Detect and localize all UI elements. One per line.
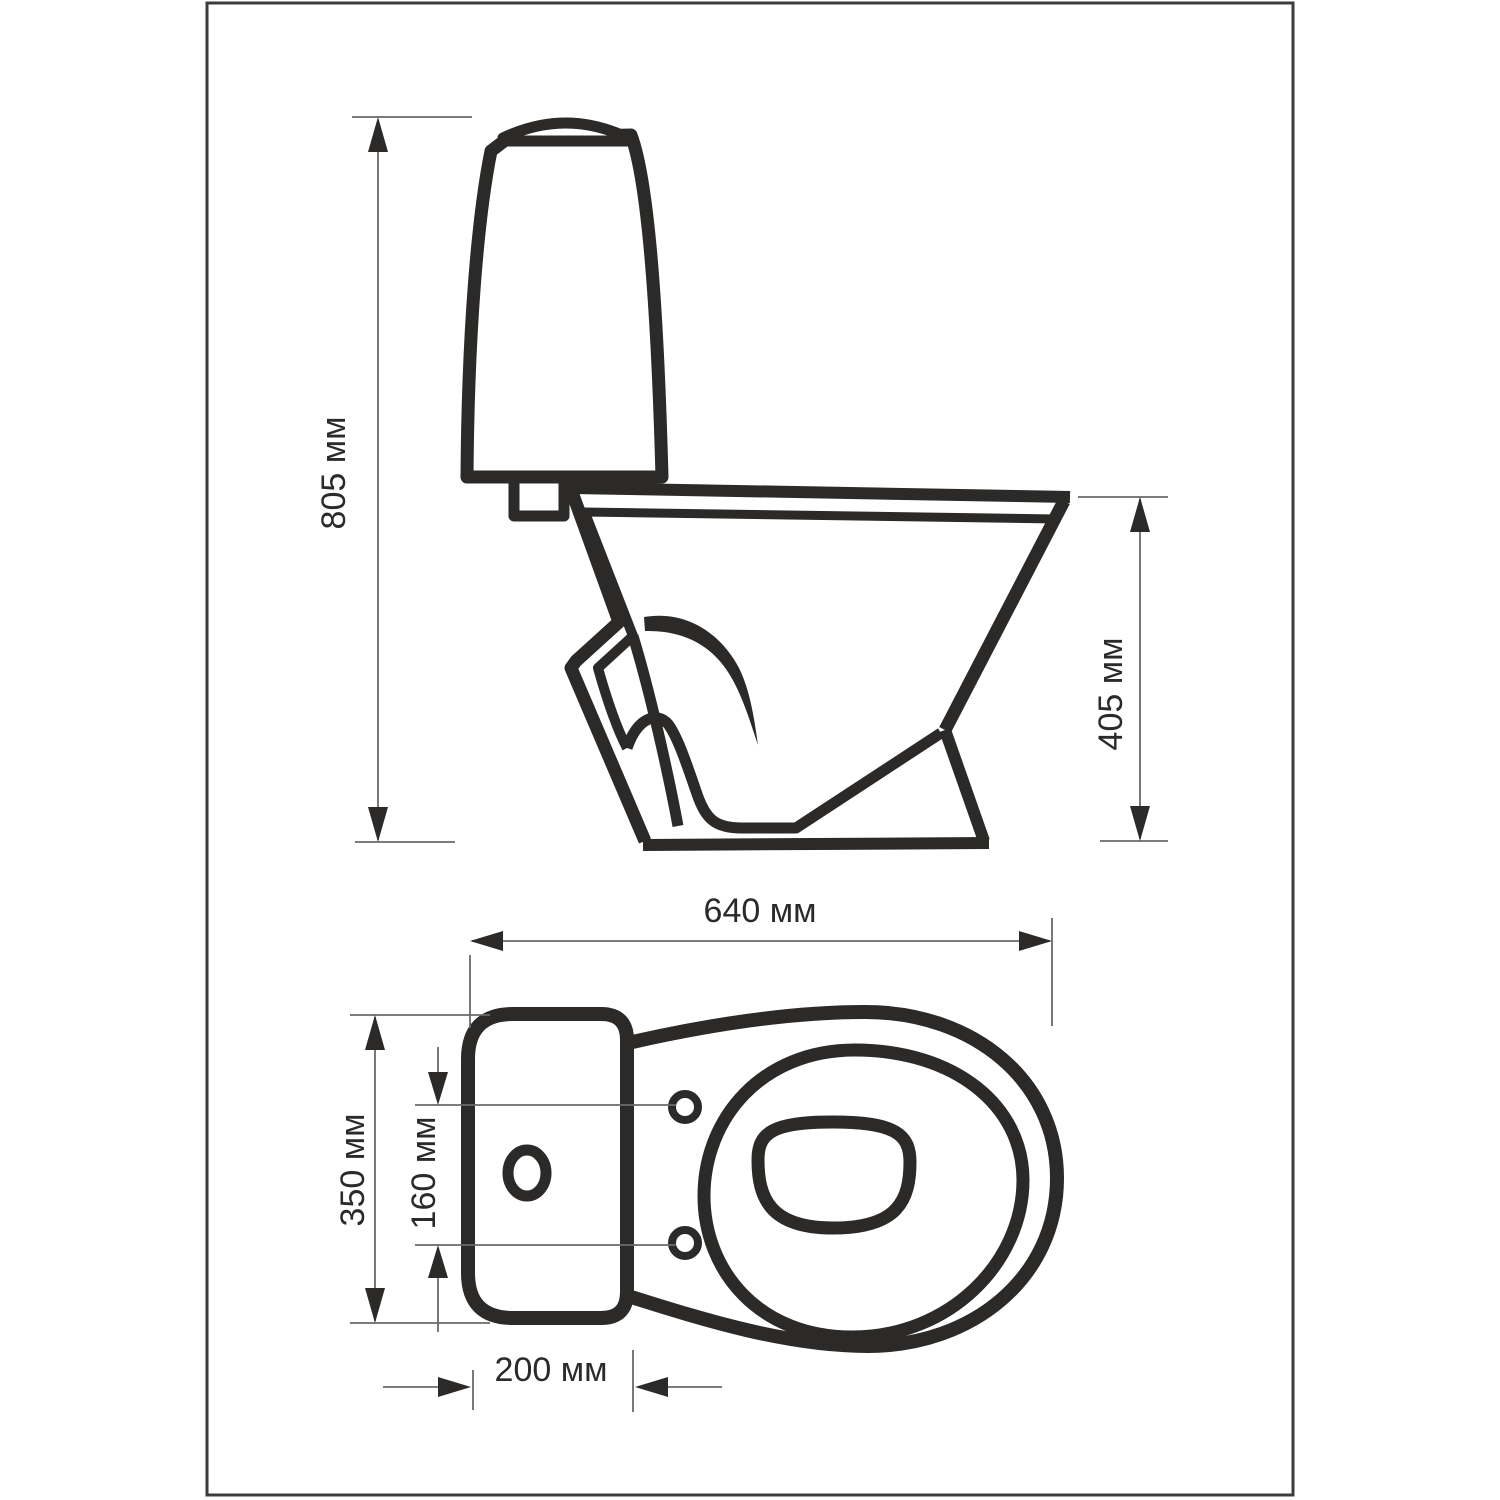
cistern-lid — [503, 123, 628, 141]
cistern-side-outline — [467, 135, 662, 477]
dim-label-bolt-spacing: 160 мм — [405, 1116, 443, 1230]
floor-line — [643, 843, 989, 845]
dim-label-overall-height: 805 мм — [315, 416, 353, 530]
dim-label-bowl-height: 405 мм — [1092, 637, 1130, 751]
drawing-frame — [207, 3, 1293, 1495]
dim-label-overall-depth: 640 мм — [703, 892, 817, 930]
dim-label-overall-width: 350 мм — [334, 1113, 372, 1227]
dim-label-tank-depth: 200 мм — [494, 1351, 608, 1389]
